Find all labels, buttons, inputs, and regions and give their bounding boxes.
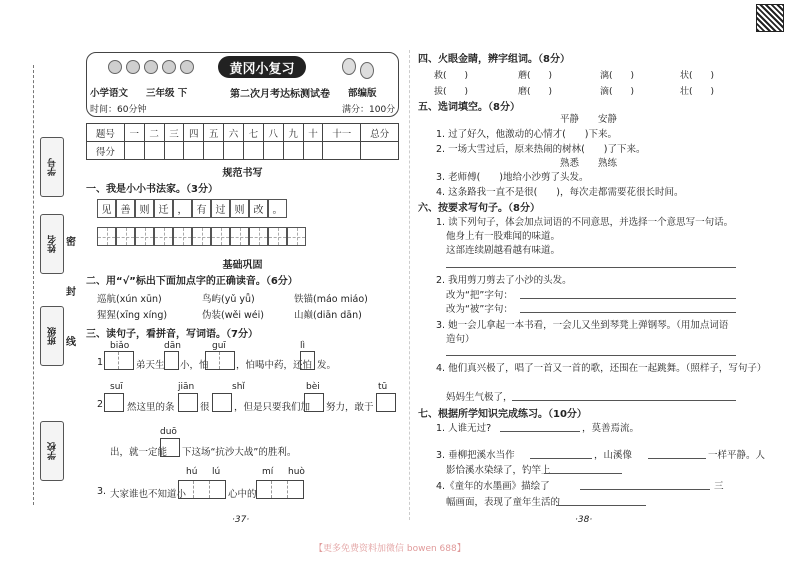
fill-line: 1. 过了好久，他激动的心情才( )下来。 bbox=[436, 129, 617, 140]
pinyin: huò bbox=[288, 467, 305, 477]
answer-line[interactable] bbox=[446, 355, 736, 356]
binding-sidebar bbox=[0, 0, 78, 574]
school-tab: 学校 bbox=[40, 421, 64, 481]
q3-title: 三、读句子，看拼音，写词语。（7分） bbox=[86, 329, 258, 340]
example-line: 这部连续剧越看越有味道。 bbox=[446, 245, 561, 256]
pinyin: duō bbox=[160, 427, 177, 437]
sentence-text: 发。 bbox=[317, 360, 337, 371]
answer-box[interactable] bbox=[300, 351, 315, 370]
char-item: 壮( ) bbox=[680, 87, 715, 97]
answer-line[interactable] bbox=[556, 505, 646, 506]
sentence-number: 3. bbox=[97, 486, 107, 497]
copy-char-cell: 则 bbox=[135, 199, 154, 218]
practice-cell[interactable] bbox=[230, 227, 249, 246]
edition-label: 部编版 bbox=[348, 88, 377, 99]
pinyin: lì bbox=[300, 341, 306, 351]
q6-title: 六、按要求写句子。（8分） bbox=[418, 203, 540, 214]
answer-box[interactable] bbox=[376, 393, 396, 412]
score-cell[interactable] bbox=[361, 142, 399, 160]
score-header-cell: 九 bbox=[283, 124, 303, 142]
sentence-text: 弟天生 bbox=[136, 360, 165, 371]
pinyin: jiān bbox=[178, 382, 195, 392]
score-cell[interactable] bbox=[144, 142, 164, 160]
practice-cell[interactable] bbox=[192, 227, 211, 246]
score-cell[interactable] bbox=[164, 142, 184, 160]
recite-line: ，山溪像 bbox=[594, 450, 633, 461]
score-cell[interactable] bbox=[124, 142, 144, 160]
char-item: 拔( ) bbox=[434, 87, 469, 97]
char-item: 蘑( ) bbox=[518, 71, 553, 81]
score-header-cell: 二 bbox=[144, 124, 164, 142]
copy-char-cell: 有 bbox=[192, 199, 211, 218]
score-header-cell: 题号 bbox=[87, 124, 125, 142]
page-divider bbox=[409, 50, 410, 520]
score-cell[interactable] bbox=[243, 142, 263, 160]
copy-char-cell: 过 bbox=[211, 199, 230, 218]
q2-item: 铁锚(máo miáo) bbox=[294, 294, 368, 305]
sentence-number: 1. bbox=[97, 357, 107, 368]
balloon-icon bbox=[360, 62, 374, 79]
pinyin: biǎo bbox=[110, 341, 130, 351]
practice-cell[interactable] bbox=[116, 227, 135, 246]
recite-line: 三 bbox=[714, 481, 724, 492]
char-item: 状( ) bbox=[680, 71, 715, 81]
answer-line[interactable] bbox=[544, 473, 622, 474]
pinyin: mí bbox=[262, 467, 274, 477]
task-line: 造句） bbox=[446, 334, 475, 345]
score-header-cell: 十 bbox=[303, 124, 323, 142]
q4-title: 四、火眼金睛，辨字组词。（8分） bbox=[418, 54, 570, 65]
recite-line: 1. 人谁无过? bbox=[436, 423, 492, 434]
sentence-text: 然这里的条 bbox=[127, 402, 175, 413]
answer-box[interactable] bbox=[256, 480, 304, 499]
score-cell[interactable] bbox=[283, 142, 303, 160]
score-table bbox=[86, 123, 399, 160]
answer-box[interactable] bbox=[160, 438, 180, 457]
pinyin: guī bbox=[212, 341, 226, 351]
q7-title: 七、根据所学知识完成练习。（10分） bbox=[418, 409, 587, 420]
q2-item: 巡航(xún xūn) bbox=[97, 294, 162, 305]
q2-item: 鸟屿(yǔ yǚ) bbox=[202, 294, 255, 305]
sentence-number: 2. bbox=[97, 399, 107, 410]
sentence-text: ，怕喝中药，还怕 bbox=[236, 360, 313, 371]
practice-cell[interactable] bbox=[173, 227, 192, 246]
practice-cell[interactable] bbox=[97, 227, 116, 246]
answer-line[interactable] bbox=[648, 458, 706, 459]
sentence-text: 出，就一定能 bbox=[110, 447, 168, 458]
page-number-left: ·37· bbox=[232, 515, 250, 525]
answer-line[interactable] bbox=[500, 431, 580, 432]
fill-line: 4. 这条路我一直不是很( )，每次走都需要花很长时间。 bbox=[436, 187, 684, 198]
class-tab: 班级 bbox=[40, 306, 64, 366]
seal-word-mi: 密 bbox=[66, 237, 76, 248]
q2-item: 山巅(diān dān) bbox=[294, 310, 362, 321]
q2-item: 猩猩(xīng xíng) bbox=[97, 310, 168, 321]
copy-char-cell: ， bbox=[173, 199, 192, 218]
score-row-label: 得分 bbox=[87, 142, 125, 160]
copy-grid bbox=[97, 199, 287, 218]
pinyin: dān bbox=[164, 341, 181, 351]
copy-char-cell: 则 bbox=[230, 199, 249, 218]
copy-char-cell: 善 bbox=[116, 199, 135, 218]
practice-cell[interactable] bbox=[249, 227, 268, 246]
fill-line: 3. 老师傅( )地给小沙剪了头发。 bbox=[436, 172, 589, 183]
subject-label: 小学语文 bbox=[90, 88, 129, 99]
task-line: 1. 读下列句子，体会加点词语的不同意思，并选择一个意思写一句话。 bbox=[436, 217, 734, 228]
section-title-writing: 规范书写 bbox=[222, 168, 263, 179]
answer-box[interactable] bbox=[104, 393, 124, 412]
copy-char-cell: 改 bbox=[249, 199, 268, 218]
recite-line: 3. 垂柳把溪水当作 bbox=[436, 450, 515, 461]
answer-box[interactable] bbox=[104, 351, 134, 370]
full-score: 满分：100分 bbox=[342, 105, 396, 115]
q2-title: 二、用“√”标出下面加点字的正确读音。（6分） bbox=[86, 276, 298, 287]
task-line: 4. 他们真兴极了，唱了一首又一首的歌，还围在一起跳舞。（照样子，写句子） bbox=[436, 363, 767, 374]
answer-box[interactable] bbox=[205, 351, 235, 370]
answer-line[interactable] bbox=[446, 267, 736, 268]
recite-line: ，莫善焉流。 bbox=[582, 423, 640, 434]
recite-line: 幅画面，表现了童年生活的 bbox=[446, 497, 561, 508]
answer-line[interactable] bbox=[530, 458, 592, 459]
example-line: 妈妈生气极了， bbox=[446, 392, 513, 403]
task-line: 3. 她一会儿拿起一本书看，一会儿又坐到琴凳上弹钢琴。（用加点词语 bbox=[436, 320, 729, 331]
seal-word-feng: 封 bbox=[66, 287, 76, 298]
score-header-cell: 一 bbox=[124, 124, 144, 142]
score-header-cell: 七 bbox=[243, 124, 263, 142]
sentence-text: 心中的 bbox=[228, 489, 257, 500]
pinyin: tū bbox=[378, 382, 388, 392]
score-cell[interactable] bbox=[323, 142, 361, 160]
pinyin: suī bbox=[110, 382, 123, 392]
copy-char-cell: 见 bbox=[97, 199, 116, 218]
name-tab: 姓名 bbox=[40, 214, 64, 274]
seal-word-xian: 线 bbox=[66, 337, 76, 348]
sentence-text: 下这场“抗沙大战”的胜利。 bbox=[182, 447, 297, 458]
char-item: 磨( ) bbox=[518, 87, 553, 97]
student-id-tab: 学号 bbox=[40, 137, 64, 197]
score-cell[interactable] bbox=[303, 142, 323, 160]
brand-banner: 黄冈小复习 bbox=[218, 56, 306, 78]
score-header-cell: 十一 bbox=[323, 124, 361, 142]
answer-box[interactable] bbox=[164, 351, 179, 370]
pinyin: hú bbox=[186, 467, 198, 477]
score-header-cell: 五 bbox=[204, 124, 224, 142]
q1-title: 一、我是小小书法家。（3分） bbox=[86, 184, 218, 195]
time-limit: 时间：60分钟 bbox=[90, 105, 147, 115]
word-options: 熟悉 熟练 bbox=[560, 158, 618, 169]
grade-label: 三年级 下 bbox=[146, 88, 188, 99]
score-header-cell: 六 bbox=[224, 124, 244, 142]
answer-box[interactable] bbox=[178, 393, 198, 412]
answer-line[interactable] bbox=[520, 298, 736, 299]
page-number-right: ·38· bbox=[575, 515, 593, 525]
pinyin: shǐ bbox=[232, 382, 245, 392]
sentence-text: 大家谁也不知道小 bbox=[110, 489, 187, 500]
rewrite-label: 改为“被”字句： bbox=[446, 304, 513, 315]
practice-cell[interactable] bbox=[154, 227, 173, 246]
q2-item: 伪装(wěi wéi) bbox=[202, 310, 264, 321]
sentence-text: 小，怕 bbox=[180, 360, 209, 371]
practice-cell[interactable] bbox=[211, 227, 230, 246]
score-cell[interactable] bbox=[224, 142, 244, 160]
qr-code-icon bbox=[756, 4, 784, 32]
recite-line: 4.《童年的水墨画》描绘了 bbox=[436, 481, 550, 492]
score-cell[interactable] bbox=[184, 142, 204, 160]
char-item: 救( ) bbox=[434, 71, 469, 81]
answer-box[interactable] bbox=[212, 393, 232, 412]
recite-line: 影恰溪水染绿了，钓竿上 bbox=[446, 465, 551, 476]
recite-line: 一样平静。人 bbox=[708, 450, 766, 461]
score-cell[interactable] bbox=[263, 142, 283, 160]
practice-cell[interactable] bbox=[135, 227, 154, 246]
pinyin: lú bbox=[212, 467, 221, 477]
sentence-text: ，但是只要我们加 bbox=[234, 402, 311, 413]
score-header-cell: 八 bbox=[263, 124, 283, 142]
rewrite-label: 改为“把”字句： bbox=[446, 290, 513, 301]
answer-line[interactable] bbox=[512, 400, 736, 401]
score-header-cell: 总分 bbox=[361, 124, 399, 142]
answer-line[interactable] bbox=[580, 489, 710, 490]
char-item: 漓( ) bbox=[600, 71, 635, 81]
pinyin: bèi bbox=[306, 382, 320, 392]
fill-line: 2. 一场大雪过后，原来热闹的树林( )了下来。 bbox=[436, 144, 646, 155]
answer-box[interactable] bbox=[304, 393, 324, 412]
score-header-cell: 三 bbox=[164, 124, 184, 142]
answer-line[interactable] bbox=[520, 312, 736, 313]
kids-illustration bbox=[104, 56, 204, 82]
copy-char-cell: 。 bbox=[268, 199, 287, 218]
copy-char-cell: 迁 bbox=[154, 199, 173, 218]
task-line: 2. 我用剪刀剪去了小沙的头发。 bbox=[436, 275, 572, 286]
word-options: 平静 安静 bbox=[560, 114, 618, 125]
balloon-icon bbox=[342, 58, 356, 75]
practice-cell[interactable] bbox=[268, 227, 287, 246]
practice-grid[interactable] bbox=[97, 227, 306, 246]
footer-watermark: 【更多免费资料加微信 bowen 688】 bbox=[314, 544, 466, 554]
seal-line bbox=[33, 65, 34, 505]
example-line: 他身上有一股难闻的味道。 bbox=[446, 231, 561, 242]
answer-box[interactable] bbox=[178, 480, 226, 499]
score-header-cell: 四 bbox=[184, 124, 204, 142]
practice-cell[interactable] bbox=[287, 227, 306, 246]
sentence-text: 很 bbox=[200, 402, 210, 413]
score-cell[interactable] bbox=[204, 142, 224, 160]
exam-title: 第二次月考达标测试卷 bbox=[230, 89, 330, 100]
char-item: 滴( ) bbox=[600, 87, 635, 97]
sentence-text: 努力，敢于 bbox=[326, 402, 374, 413]
section-title-basics: 基础巩固 bbox=[222, 260, 263, 271]
q5-title: 五、选词填空。（8分） bbox=[418, 102, 520, 113]
